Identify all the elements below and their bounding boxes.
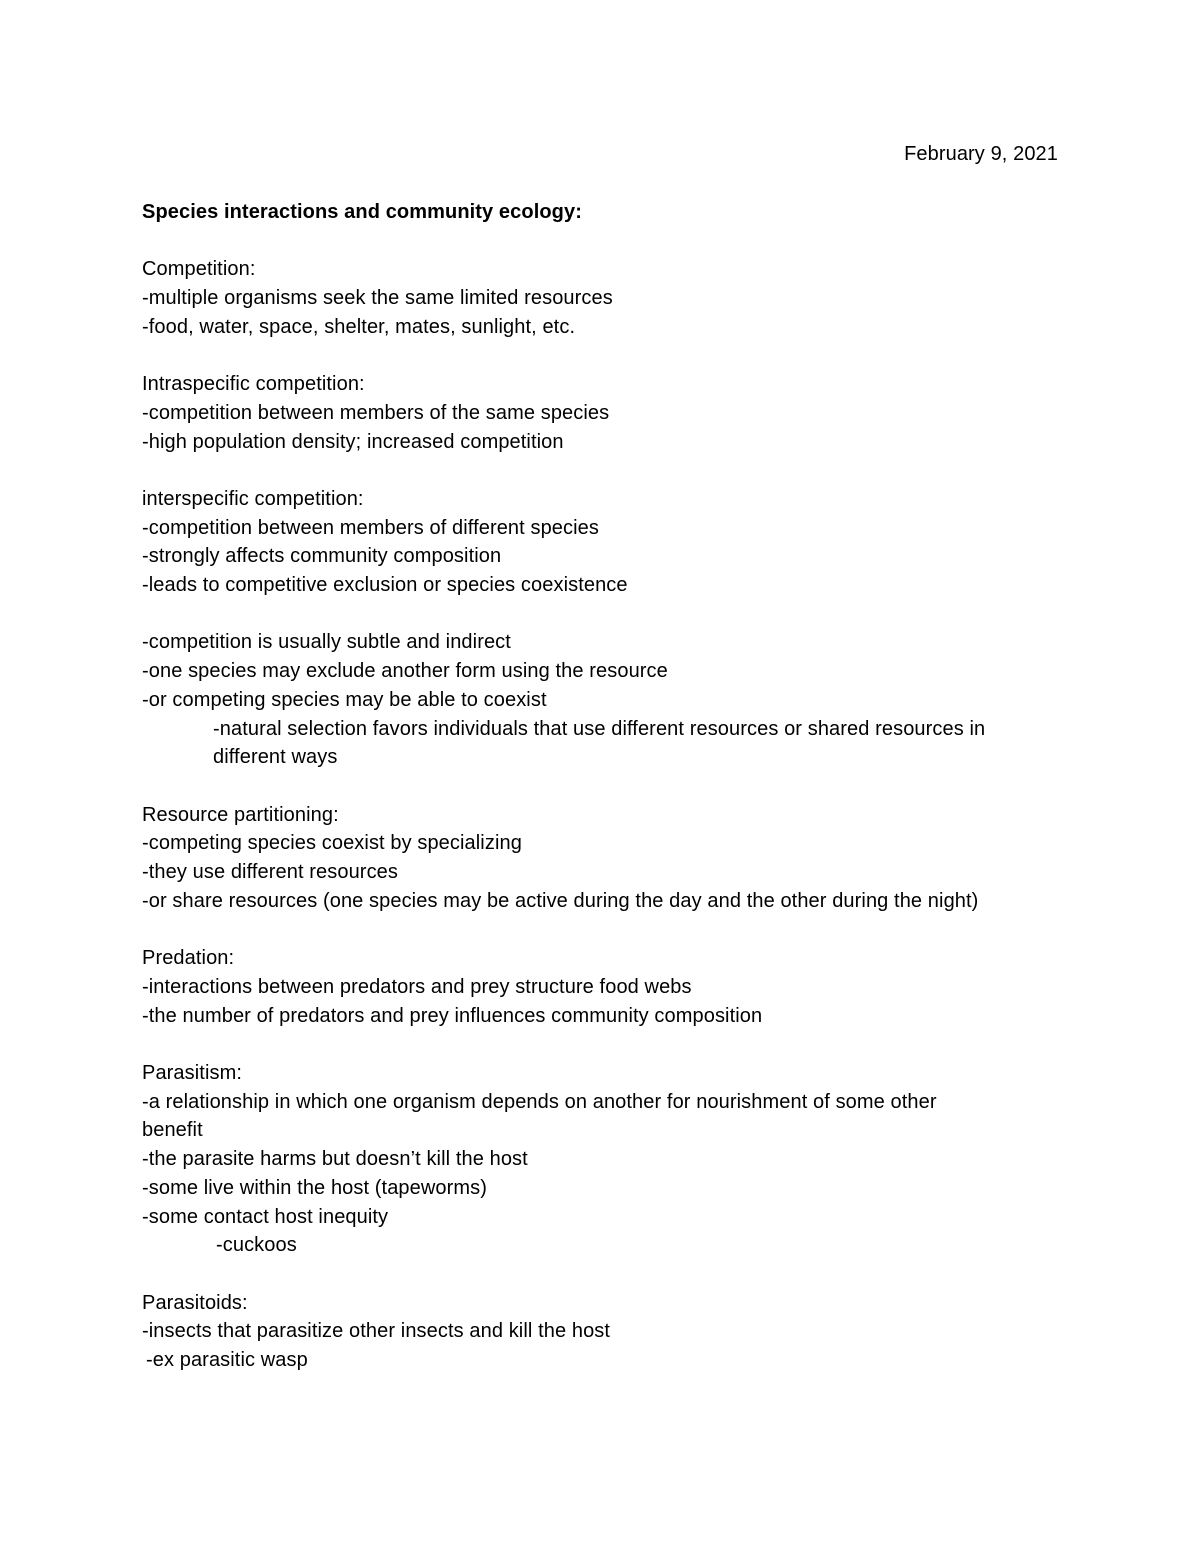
note-line: -competition between members of different species — [142, 516, 599, 539]
note-line: -insects that parasitize other insects and kill the host — [142, 1320, 611, 1343]
blank-line — [142, 916, 1042, 945]
note-line: -competition between members of the same species — [142, 401, 610, 424]
sub-note-line: -natural selection favors individuals that use different resources or shared resources in — [213, 717, 986, 740]
date-line: February 9, 2021 — [904, 143, 1058, 165]
note-line: -leads to competitive exclusion or species coexistence — [142, 574, 628, 597]
note-line: -the parasite harms but doesn’t kill the host — [142, 1148, 528, 1171]
note-line: -some contact host inequity — [142, 1205, 389, 1228]
section-heading-competition: Competition: — [142, 258, 256, 281]
blank-line — [142, 1260, 1042, 1289]
blank-line — [142, 456, 1042, 485]
blank-line — [142, 1030, 1042, 1059]
note-line: -or share resources (one species may be active during the day and the other during the night) — [142, 889, 979, 912]
note-line: -one species may exclude another form using the resource — [142, 660, 668, 683]
blank-line — [142, 342, 1042, 371]
note-line: -competing species coexist by specializing — [142, 832, 522, 855]
note-line: -the number of predators and prey influences community composition — [142, 1004, 763, 1027]
note-line: -food, water, space, shelter, mates, sunlight, etc. — [142, 315, 576, 338]
section-heading-resource-partitioning: Resource partitioning: — [142, 803, 339, 826]
note-line: -multiple organisms seek the same limited resources — [142, 287, 613, 310]
document-title: Species interactions and community ecology: — [142, 201, 582, 223]
note-line: -strongly affects community composition — [142, 545, 502, 568]
note-line: -some live within the host (tapeworms) — [142, 1176, 488, 1199]
section-heading-parasitoids: Parasitoids: — [142, 1291, 248, 1314]
sub-note-line: different ways — [213, 746, 338, 769]
section-heading-intraspecific: Intraspecific competition: — [142, 373, 365, 396]
section-heading-parasitism: Parasitism: — [142, 1061, 243, 1084]
note-line: -interactions between predators and prey structure food webs — [142, 975, 692, 998]
blank-line — [142, 227, 1042, 256]
blank-line — [142, 600, 1042, 629]
note-line: -high population density; increased competition — [142, 430, 564, 453]
notes-body — [142, 198, 1042, 1375]
note-line: benefit — [142, 1119, 203, 1142]
blank-line — [142, 772, 1042, 801]
note-line: -they use different resources — [142, 861, 398, 884]
note-line: -a relationship in which one organism depends on another for nourishment of some other — [142, 1090, 937, 1113]
section-heading-interspecific: interspecific competition: — [142, 487, 364, 510]
section-heading-predation: Predation: — [142, 947, 235, 970]
note-line: -or competing species may be able to coexist — [142, 688, 547, 711]
note-line: -ex parasitic wasp — [146, 1349, 308, 1371]
sub-note-line: -cuckoos — [216, 1234, 297, 1257]
note-line: -competition is usually subtle and indirect — [142, 631, 511, 654]
